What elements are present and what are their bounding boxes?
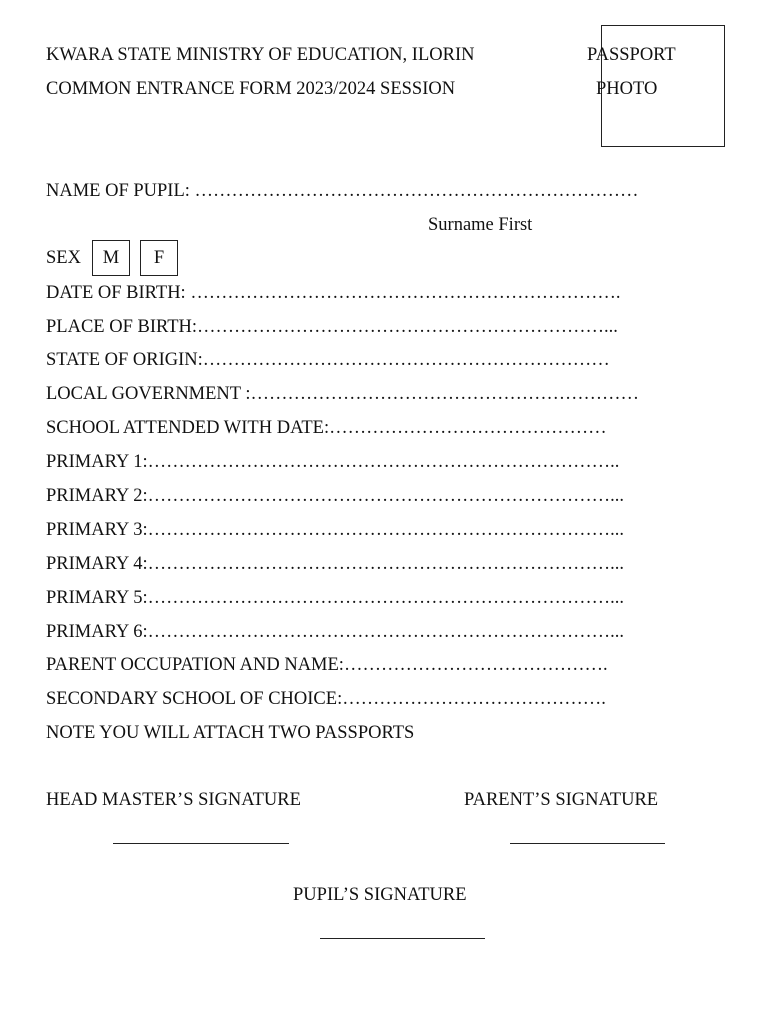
pupil-signature-label: PUPIL’S SIGNATURE <box>293 885 467 905</box>
note-passports: NOTE YOU WILL ATTACH TWO PASSPORTS <box>46 723 415 743</box>
form-title: COMMON ENTRANCE FORM 2023/2024 SESSION <box>46 79 456 99</box>
sex-m-box <box>92 240 130 276</box>
field-name-of-pupil: NAME OF PUPIL: ……………………………………………………………… <box>46 181 639 201</box>
field-sex-label: SEX <box>46 248 81 268</box>
field-primary-2: PRIMARY 2:…………………………………………………………………... <box>46 486 624 506</box>
sex-f-label: F <box>153 247 165 268</box>
parent-signature-label: PARENT’S SIGNATURE <box>464 790 659 810</box>
field-primary-5: PRIMARY 5:…………………………………………………………………... <box>46 588 624 608</box>
parent-signature-line <box>510 843 665 844</box>
headmaster-signature-line <box>113 843 289 844</box>
sex-f-box <box>140 240 178 276</box>
field-primary-1: PRIMARY 1:………………………………………………………………….. <box>46 452 620 472</box>
pupil-signature-line <box>320 938 485 939</box>
headmaster-signature-label: HEAD MASTER’S SIGNATURE <box>46 790 301 810</box>
field-local-government: LOCAL GOVERNMENT :……………………………………………………… <box>46 384 640 404</box>
field-state-of-origin: STATE OF ORIGIN:………………………………………………………… <box>46 350 610 370</box>
field-primary-4: PRIMARY 4:…………………………………………………………………... <box>46 554 624 574</box>
field-primary-6: PRIMARY 6:…………………………………………………………………... <box>46 622 624 642</box>
photo-label-passport: PASSPORT <box>587 45 676 65</box>
photo-label-photo: PHOTO <box>596 79 658 99</box>
field-secondary-choice: SECONDARY SCHOOL OF CHOICE:……………………………………. <box>46 689 606 709</box>
sex-m-label: M <box>102 247 120 268</box>
name-hint: Surname First <box>428 215 533 235</box>
field-date-of-birth: DATE OF BIRTH: ……………………………………………………………. <box>46 283 621 303</box>
field-place-of-birth: PLACE OF BIRTH:…………………………………………………………... <box>46 317 618 337</box>
field-primary-3: PRIMARY 3:…………………………………………………………………... <box>46 520 624 540</box>
field-school-attended: SCHOOL ATTENDED WITH DATE:……………………………………… <box>46 418 607 438</box>
field-parent-occupation: PARENT OCCUPATION AND NAME:……………………………………. <box>46 655 608 675</box>
ministry-title: KWARA STATE MINISTRY OF EDUCATION, ILORIN <box>46 45 475 65</box>
